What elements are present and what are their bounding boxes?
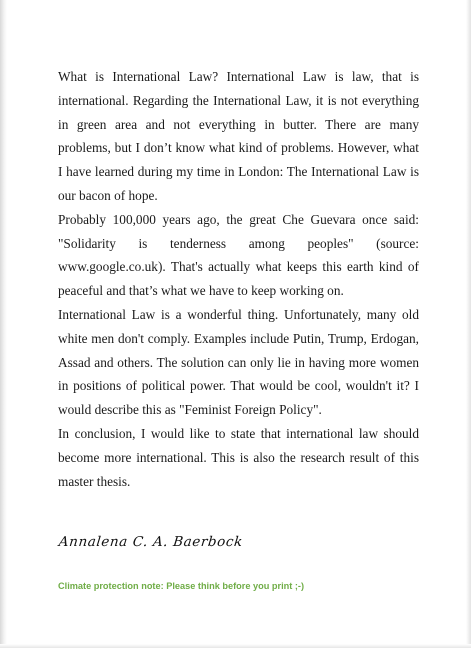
page-edge-shadow-bottom bbox=[0, 644, 471, 648]
paragraph-intro: What is International Law? International Law is law, that is international. Regarding the International Law, it is not everything in green area and not everything in butter. There are many problems, but I don’t know what kind of problems. However, what I have learned during my time in London: The International Law is our bacon of hope. bbox=[58, 69, 419, 203]
paragraph-conclusion: In conclusion, I would like to state that international law should become more international. This is also the research result of this master thesis. bbox=[58, 425, 419, 489]
signature: Annalena C. A. Baerbock bbox=[58, 534, 244, 550]
document-body bbox=[58, 65, 419, 493]
page-edge-shadow-right bbox=[466, 0, 471, 648]
page-edge-shadow-left bbox=[0, 0, 7, 648]
climate-protection-note: Climate protection note: Please think before you print ;-) bbox=[58, 581, 305, 591]
paragraph-compliance: International Law is a wonderful thing. Unfortunately, many old white men don't comply. Examples include Putin, Trump, Erdogan, Assad and others. The solution can only lie in having more women in positions of political power. That would be cool, wouldn't it? I would describe this as "Feminist Foreign Policy". bbox=[58, 306, 419, 418]
paragraph-quote: Probably 100,000 years ago, the great Che Guevara once said: "Solidarity is tenderness among peoples" (source: www.google.co.uk). That's actually what keeps this earth kind of peaceful and that’s what we have to keep working on. bbox=[58, 211, 419, 299]
